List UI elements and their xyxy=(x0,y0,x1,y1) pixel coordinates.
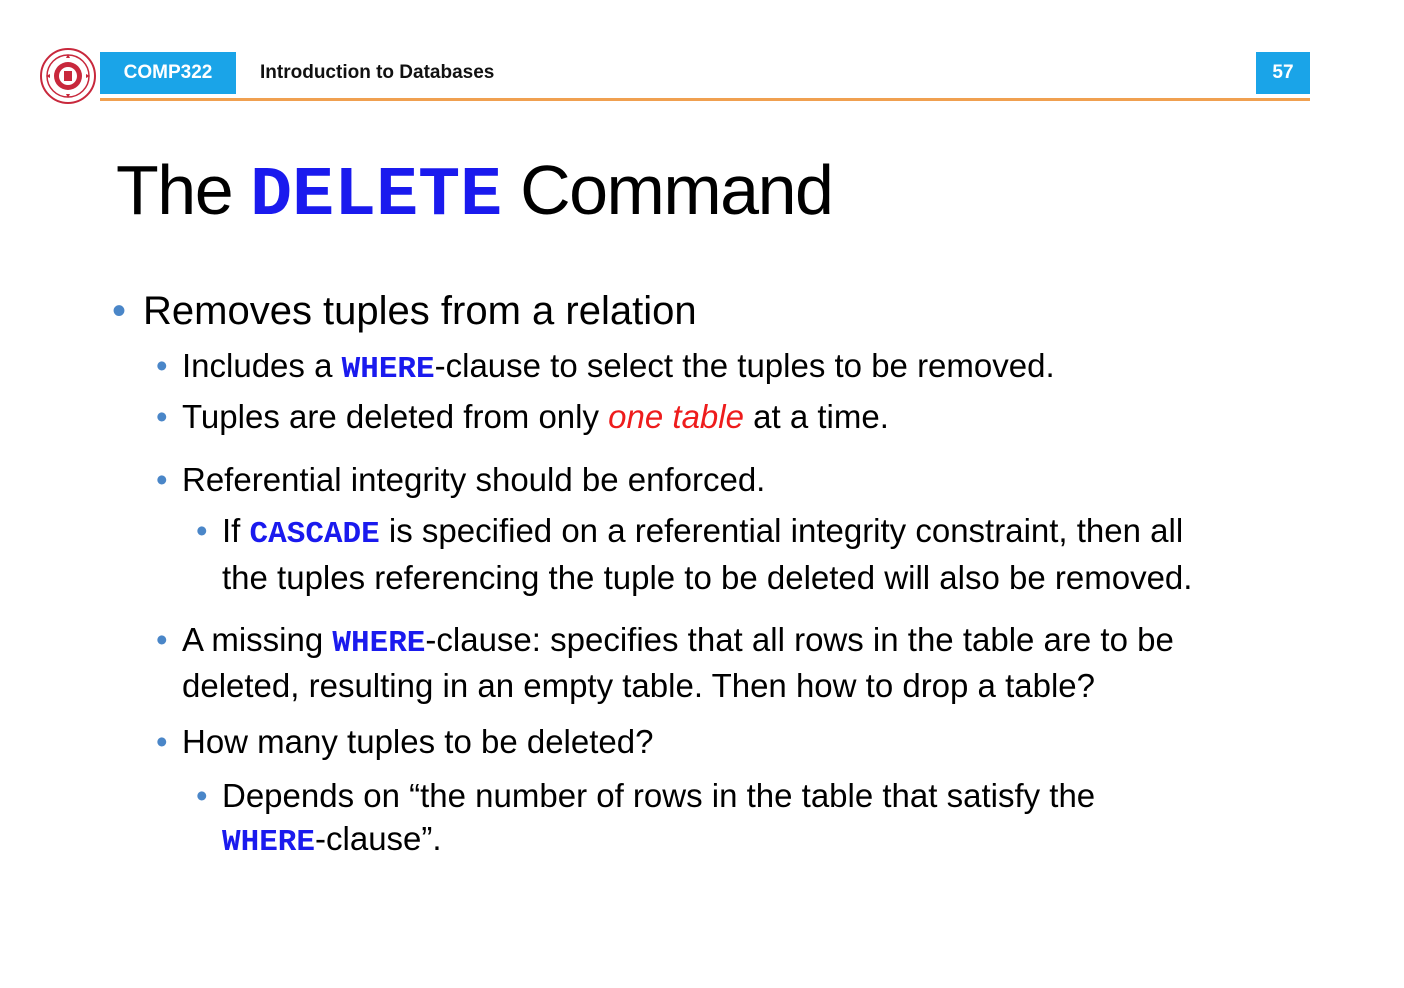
title-keyword: DELETE xyxy=(250,157,503,236)
bullet-dot: • xyxy=(156,461,168,498)
bullet-text: at a time. xyxy=(743,398,889,435)
bullet-where-clause xyxy=(182,343,1055,393)
bullet-text: -clause”. xyxy=(315,820,442,857)
bullet-cascade xyxy=(222,508,1183,558)
bullet-cascade-line2: the tuples referencing the tuple to be deleted will also be removed. xyxy=(222,559,1193,596)
bullet-depends-on-line2 xyxy=(222,816,442,866)
header-divider xyxy=(100,98,1310,101)
bullet-text: Includes a xyxy=(182,347,342,384)
where-keyword: WHERE xyxy=(341,352,435,387)
bullet-missing-where xyxy=(182,617,1174,667)
bullet-dot: • xyxy=(196,777,208,814)
bullet-text: -clause to select the tuples to be removed. xyxy=(434,347,1055,384)
bullet-dot: • xyxy=(156,347,168,384)
page-number-badge xyxy=(1256,52,1310,94)
bullet-text: Tuples are deleted from only xyxy=(182,398,609,435)
bullet-referential-integrity: Referential integrity should be enforced. xyxy=(182,461,766,498)
bullet-depends-on: Depends on “the number of rows in the table that satisfy the xyxy=(222,777,1096,814)
bullet-dot: • xyxy=(156,398,168,435)
bullet-removes-tuples: Removes tuples from a relation xyxy=(143,289,697,333)
bullet-how-many: How many tuples to be deleted? xyxy=(182,723,654,760)
slide-title xyxy=(116,148,832,239)
cascade-keyword: CASCADE xyxy=(249,517,380,552)
bullet-dot: • xyxy=(156,723,168,760)
bullet-text: A missing xyxy=(182,621,333,658)
course-name: Introduction to Databases xyxy=(260,62,495,83)
bullet-one-table xyxy=(182,394,889,440)
one-table-emphasis: one table xyxy=(608,398,744,435)
bullet-dot: • xyxy=(156,621,168,658)
where-keyword: WHERE xyxy=(222,825,316,860)
university-seal-icon xyxy=(40,48,96,104)
where-keyword: WHERE xyxy=(332,626,426,661)
bullet-dot: • xyxy=(112,289,127,333)
title-after: Command xyxy=(502,151,833,229)
page-number: 57 xyxy=(1272,62,1294,83)
course-code: COMP322 xyxy=(123,62,213,83)
course-code-badge xyxy=(100,52,236,94)
bullet-missing-where-line2: deleted, resulting in an empty table. Then how to drop a table? xyxy=(182,667,1095,704)
title-before: The xyxy=(116,151,251,229)
bullet-text: is specified on a referential integrity constraint, then all xyxy=(379,512,1184,549)
bullet-text: -clause: specifies that all rows in the table are to be xyxy=(425,621,1174,658)
bullet-text: If xyxy=(222,512,250,549)
bullet-dot: • xyxy=(196,512,208,549)
